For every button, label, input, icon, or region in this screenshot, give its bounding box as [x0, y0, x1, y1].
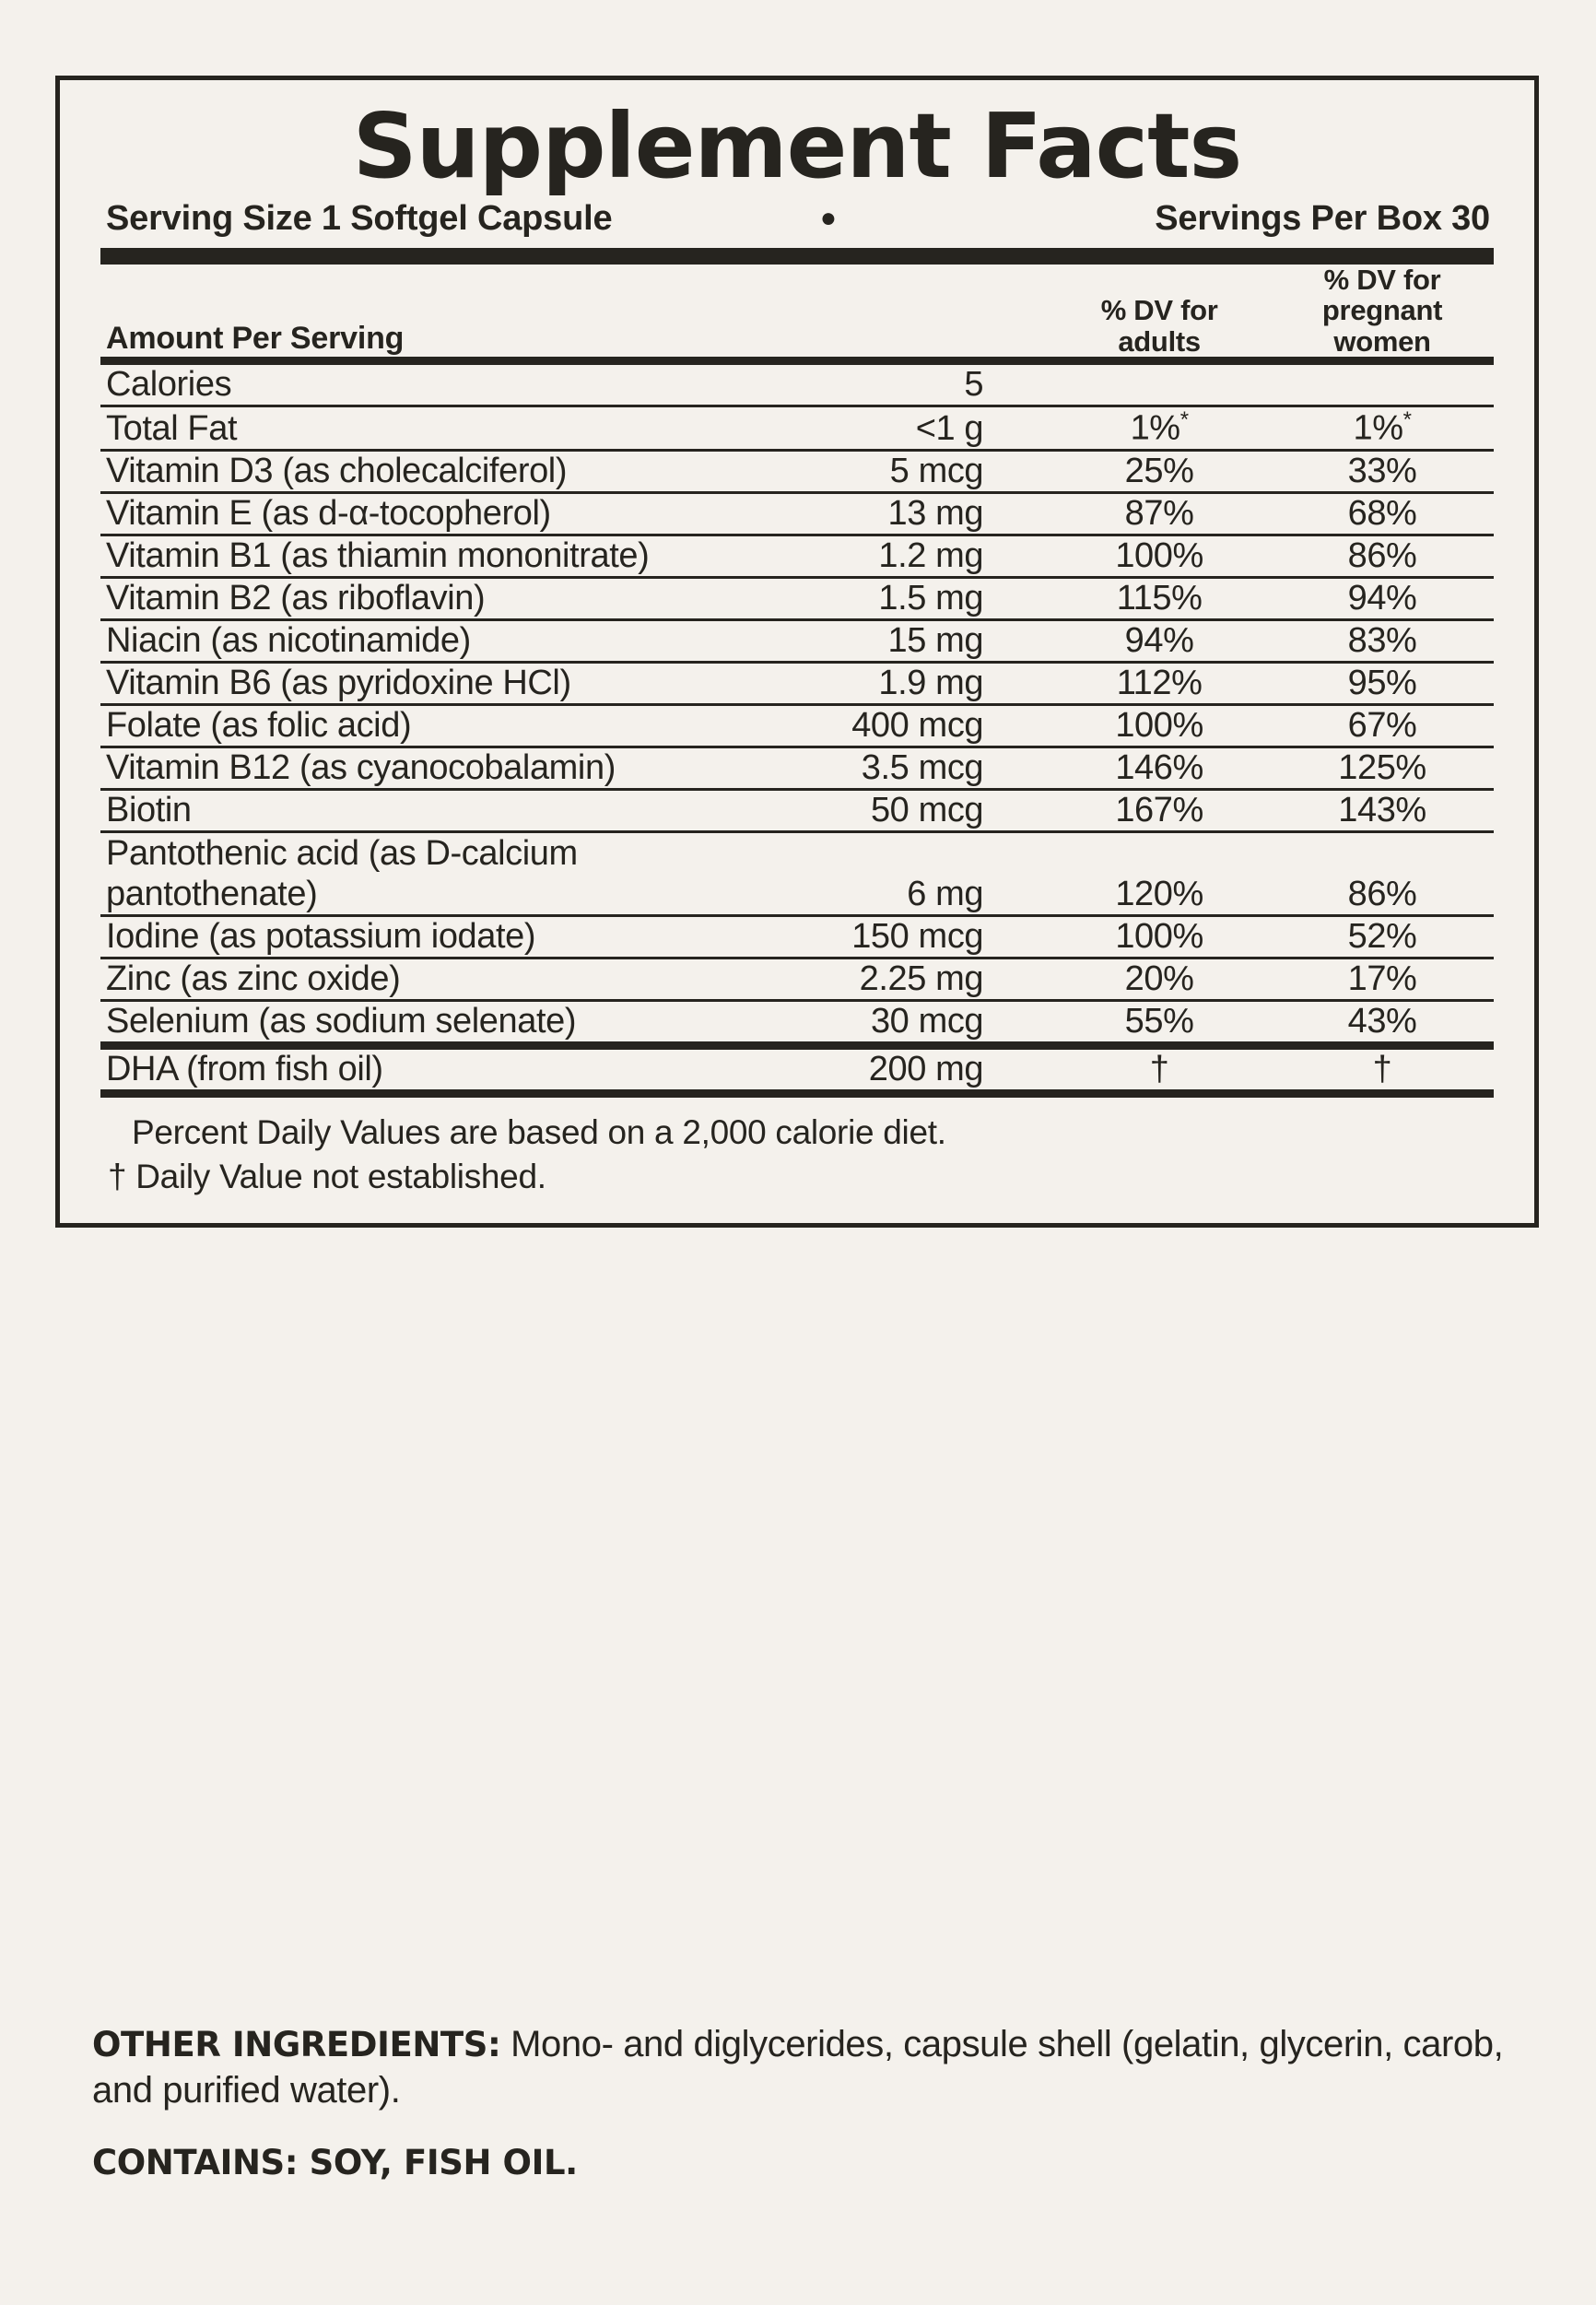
table-row: [100, 662, 1494, 704]
footnotes: [100, 1098, 1494, 1199]
nutrient-dv-pregnant: [1271, 365, 1494, 406]
nutrient-dv-pregnant: 83%: [1271, 619, 1494, 662]
nutrient-name: Vitamin B12 (as cyanocobalamin): [100, 747, 742, 789]
nutrient-dv-adults: 94%: [1048, 619, 1271, 662]
nutrient-amount: 1.5 mg: [742, 577, 1049, 619]
divider-medium-dha-top: [100, 1041, 1494, 1050]
nutrient-name: Selenium (as sodium selenate): [106, 1002, 577, 1041]
other-ingredients-label: OTHER INGREDIENTS:: [92, 2025, 501, 2064]
serving-info: [100, 195, 1494, 246]
nutrient-dv-adults: †: [1149, 1050, 1169, 1089]
column-header-dv-adults: [1048, 265, 1271, 357]
nutrient-amount: 400 mcg: [742, 704, 1049, 747]
nutrient-amount: 1.2 mg: [742, 535, 1049, 577]
nutrient-amount: 30 mcg: [870, 1002, 984, 1041]
nutrient-dv-adults: [1048, 406, 1271, 451]
dv-value: 1%: [1130, 408, 1180, 448]
table-row: [100, 492, 1494, 535]
nutrient-dv-adults: 55%: [1124, 1002, 1194, 1041]
dv-pregnant-line2: pregnant: [1321, 294, 1443, 327]
nutrient-dv-pregnant: 67%: [1271, 704, 1494, 747]
nutrient-dv-pregnant: 94%: [1271, 577, 1494, 619]
nutrient-rows-table: [100, 365, 1494, 1041]
table-row: [100, 619, 1494, 662]
footnote-marker: *: [1179, 407, 1189, 433]
nutrient-amount: 3.5 mcg: [742, 747, 1049, 789]
table-row: [100, 1001, 1494, 1042]
nutrient-amount: 50 mcg: [742, 789, 1049, 831]
nutrient-dv-pregnant: 86%: [1271, 535, 1494, 577]
nutrient-amount: 2.25 mg: [742, 958, 1049, 1001]
column-header-dv-pregnant: [1271, 265, 1494, 357]
contains-label: CONTAINS: SOY, FISH OIL.: [92, 2142, 578, 2182]
nutrient-dv-pregnant: 86%: [1271, 831, 1494, 915]
nutrient-dv-pregnant: 17%: [1271, 958, 1494, 1001]
footnote-daily-values: Percent Daily Values are based on a 2,000 calorie diet.: [132, 1113, 946, 1152]
table-row: [100, 704, 1494, 747]
nutrient-dv-adults: [1048, 365, 1271, 406]
table-row: [100, 747, 1494, 789]
table-header-row: [100, 265, 1494, 357]
separator-dot: ●: [819, 203, 837, 234]
serving-size-text: Serving Size 1 Softgel Capsule: [106, 198, 613, 238]
table-row: [100, 789, 1494, 831]
dv-pregnant-line3: women: [1333, 324, 1431, 358]
footnote-marker: *: [1402, 407, 1412, 433]
nutrient-name: Calories: [100, 365, 742, 406]
nutrient-amount: 13 mg: [742, 492, 1049, 535]
table-row: [100, 535, 1494, 577]
nutrient-dv-pregnant: 95%: [1271, 662, 1494, 704]
nutrient-name: Pantothenic acid (as D-calcium pantothenate): [100, 831, 742, 915]
nutrient-dv-adults: 100%: [1048, 916, 1271, 958]
column-header-amount: Amount Per Serving: [106, 321, 405, 357]
dv-pregnant-line1: % DV for: [1323, 263, 1441, 296]
page-title: Supplement Facts: [352, 94, 1242, 198]
dv-adults-line1: % DV for: [1100, 294, 1218, 327]
nutrient-amount: 200 mg: [868, 1050, 984, 1089]
nutrient-amount: 5: [742, 365, 1049, 406]
nutrient-name: Vitamin B1 (as thiamin mononitrate): [100, 535, 742, 577]
footnote-not-established: † Daily Value not established.: [108, 1158, 546, 1196]
divider-medium-header: [100, 357, 1494, 365]
table-row: [100, 958, 1494, 1001]
nutrient-dv-adults: 112%: [1048, 662, 1271, 704]
table-row: [100, 450, 1494, 492]
nutrition-table: [100, 265, 1494, 357]
nutrient-dv-pregnant: 43%: [1347, 1002, 1417, 1041]
table-row: [100, 831, 1494, 915]
nutrient-dv-adults: 87%: [1048, 492, 1271, 535]
nutrient-name: DHA (from fish oil): [106, 1050, 383, 1089]
nutrient-dv-adults: 146%: [1048, 747, 1271, 789]
extra-rows-table: [100, 1050, 1494, 1089]
ingredients-block: [92, 2021, 1530, 2184]
nutrient-amount: 1.9 mg: [742, 662, 1049, 704]
other-ingredients-text: Mono- and diglycerides, capsule shell (gelatin, glycerin, carob, and purified water).: [92, 2024, 1504, 2111]
nutrient-name: Vitamin D3 (as cholecalciferol): [100, 450, 742, 492]
nutrient-name: Total Fat: [100, 406, 742, 451]
nutrient-amount: 150 mcg: [742, 916, 1049, 958]
nutrient-amount: 5 mcg: [742, 450, 1049, 492]
nutrient-dv-pregnant: †: [1372, 1050, 1392, 1089]
nutrient-name: Vitamin B2 (as riboflavin): [100, 577, 742, 619]
table-row: [100, 916, 1494, 958]
nutrient-dv-adults: 167%: [1048, 789, 1271, 831]
servings-per-box-text: Servings Per Box 30: [1155, 198, 1490, 238]
dv-adults-line2: adults: [1118, 324, 1201, 358]
nutrient-dv-adults: 20%: [1048, 958, 1271, 1001]
nutrient-dv-pregnant: [1271, 406, 1494, 451]
supplement-facts-panel: [55, 76, 1539, 1228]
table-row: [100, 577, 1494, 619]
nutrient-dv-adults: 120%: [1048, 831, 1271, 915]
dv-value: 1%: [1353, 408, 1403, 448]
nutrient-dv-pregnant: 33%: [1271, 450, 1494, 492]
nutrient-dv-pregnant: 68%: [1271, 492, 1494, 535]
divider-medium-dha-bottom: [100, 1089, 1494, 1098]
nutrient-name: Vitamin E (as d-α-tocopherol): [100, 492, 742, 535]
table-row: [100, 406, 1494, 451]
table-row: [100, 365, 1494, 406]
nutrient-name: Iodine (as potassium iodate): [100, 916, 742, 958]
divider-thick-top: [100, 248, 1494, 265]
nutrient-dv-pregnant: 143%: [1271, 789, 1494, 831]
nutrient-amount: 15 mg: [742, 619, 1049, 662]
nutrient-dv-pregnant: 125%: [1271, 747, 1494, 789]
nutrient-dv-pregnant: 52%: [1271, 916, 1494, 958]
nutrient-amount: <1 g: [742, 406, 1049, 451]
nutrient-name: Vitamin B6 (as pyridoxine HCl): [100, 662, 742, 704]
nutrient-name: Zinc (as zinc oxide): [100, 958, 742, 1001]
nutrient-dv-adults: 100%: [1048, 535, 1271, 577]
nutrient-dv-adults: 115%: [1048, 577, 1271, 619]
nutrient-amount: 6 mg: [742, 831, 1049, 915]
nutrient-name: Niacin (as nicotinamide): [100, 619, 742, 662]
table-row: [100, 1050, 1494, 1089]
other-ingredients-line: [92, 2021, 1530, 2114]
nutrient-dv-adults: 25%: [1048, 450, 1271, 492]
nutrient-name: Folate (as folic acid): [100, 704, 742, 747]
nutrient-dv-adults: 100%: [1048, 704, 1271, 747]
nutrient-name: Biotin: [100, 789, 742, 831]
